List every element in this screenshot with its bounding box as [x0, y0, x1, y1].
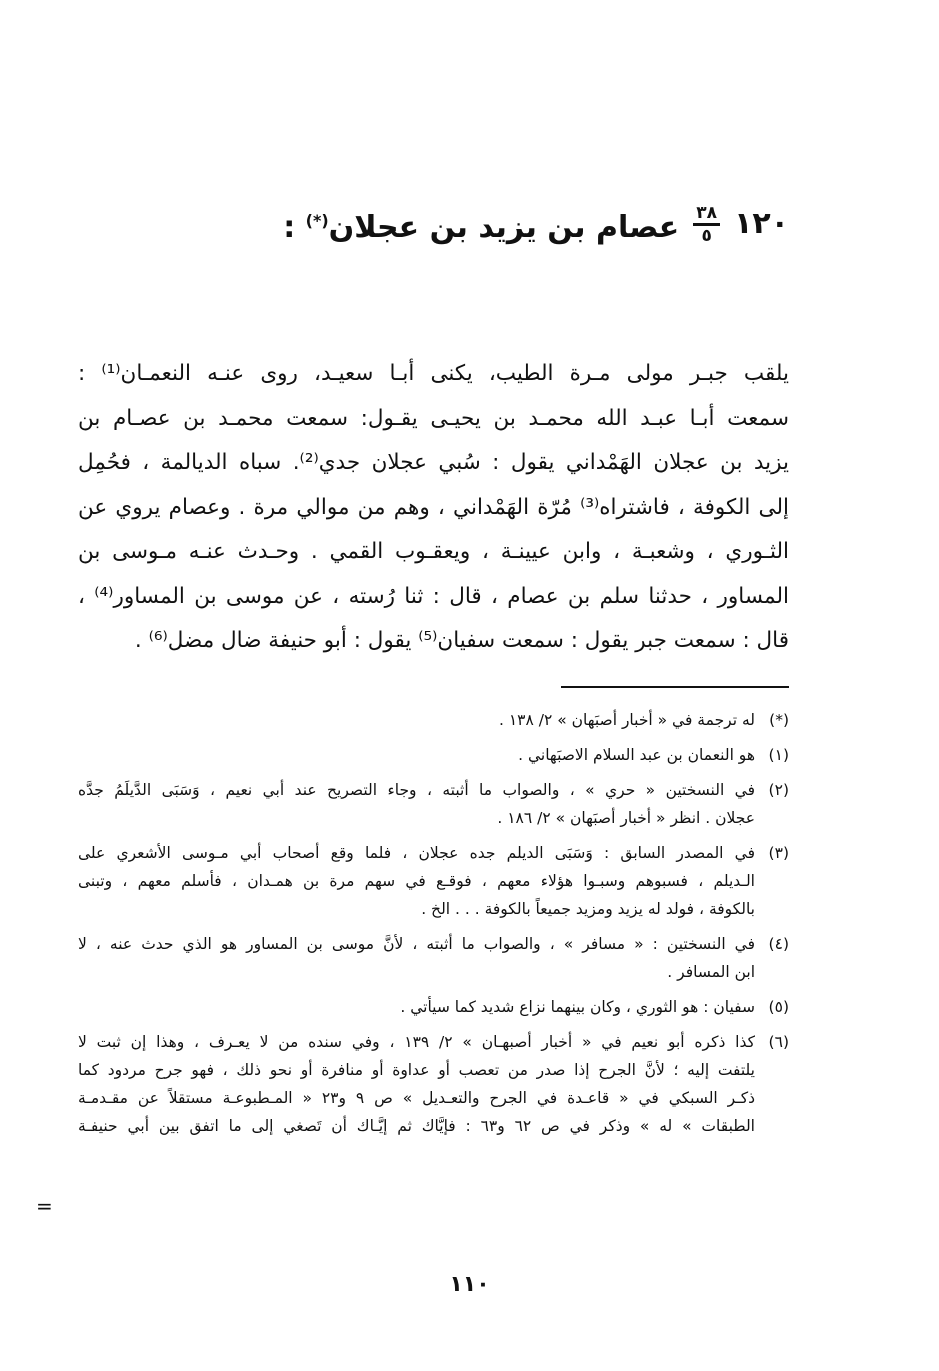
- body-line: يزيد بن عجلان الهَمْداني يقول : سُبي عجلان جدي⁽²⁾. سباه الديالمة ، فحُمِل: [78, 450, 789, 475]
- entry-heading: [120, 196, 789, 252]
- footnote-line: الطبقات » له » وذكر في ص ٦٢ و٦٣ : فإيَّاك ثم إيَّـاك أن تَصغي إلى ما اتفق بين أبي حنيفـة: [78, 1117, 755, 1135]
- footnote-mark: (٥): [768, 998, 789, 1016]
- footnote-line: يلتفت إليه ؛ لأنَّ الجرح إذا صدر من تعصب أو عداوة أو منافرة أو نحو ذلك ، فهو جرح مردود كما: [78, 1061, 755, 1079]
- footnote-line: هو النعمان بن عبد السلام الاصبَهاني .: [518, 746, 755, 764]
- footnote-mark: (٢): [768, 781, 789, 799]
- fraction-denominator: ٥: [701, 225, 712, 246]
- page-number: ١١٠: [449, 1272, 490, 1297]
- footnote-mark: (١): [768, 746, 789, 764]
- entry-title-name: عصام بن يزيد بن عجلان: [328, 209, 680, 245]
- footnote-6: [78, 1028, 789, 1140]
- footnote-line: كذا ذكره أبو نعيم في « أخبار أصبهـان » ٢/ ١٣٩ ، وفي سنده من لا يعـرف ، وهذا إن ثبت لا: [78, 1033, 755, 1051]
- footnote-mark: (٦): [768, 1033, 789, 1051]
- entry-title: [283, 193, 679, 256]
- entry-body: [78, 352, 789, 664]
- footnote-5: [78, 993, 789, 1021]
- body-line: يلقب جبـر مولى مـرة الطيب، يكنى أبـا سعيـد، روى عنـه النعمـان⁽¹⁾ :: [78, 361, 790, 386]
- footnote-line: في النسختين « حري » ، والصواب ما أثبته ، وجاء التصريح عند أبي نعيم ، وَسَبَى الدَّيلَمُ جدَّه: [78, 781, 755, 799]
- body-line: الثـوري ، وشعبـة ، وابن عيينـة ، ويعقـوب القمي . وحـدث عنـه مـوسى بن: [78, 539, 789, 564]
- footnotes: [78, 706, 789, 1147]
- entry-title-suffix: :: [283, 209, 306, 245]
- footnote-line: الـديلم ، فسبوهم وسبـوا هؤلاء معهم ، فوقـع في سهم مرة بن همـدان ، فأسلم معهم ، وتبنى: [78, 872, 755, 890]
- body-line: المساور ، حدثنا سلم بن عصام ، قال : ثنا رُسته ، عن موسى بن المساور⁽⁴⁾ ،: [78, 583, 789, 609]
- footnote-line: ذكـر السبكي في « قاعـدة في الجرح والتعـديل » ص ٩ و٢٣ « المـطبوعـة مستقلاً عن مقـدمـة: [78, 1089, 755, 1107]
- entry-title-mark: (*): [305, 210, 329, 230]
- entry-number: ١٢٠: [734, 206, 789, 241]
- body-line: قال : سمعت جبر يقول : سمعت سفيان⁽⁵⁾ يقول : أبو حنيفة ضال مضل⁽⁶⁾ .: [134, 628, 789, 653]
- footnote-line: عجلان . انظر « أخبار أصبَهان » ٢/ ١٨٦ .: [497, 809, 755, 827]
- footnote-mark: (٤): [768, 935, 789, 953]
- footnote-mark: (٣): [768, 844, 789, 862]
- footnote-line: ابن المسافر .: [667, 963, 755, 981]
- footnote-line: سفيان : هو الثوري ، وكان بينهما نزاع شديد كما سيأتي .: [400, 998, 755, 1016]
- footnote-line: في النسختين : « مسافر » ، والصواب ما أثبته ، لأنَّ موسى بن المساور هو الذي حدث عنه ، لا: [78, 935, 755, 953]
- fraction-numerator: ٣٨: [693, 204, 720, 226]
- footnote-mark: (*): [769, 711, 789, 729]
- footnote-separator: [561, 686, 789, 688]
- continuation-mark: =: [36, 1194, 53, 1218]
- footnote-3: [78, 839, 789, 923]
- volume-page-fraction: [693, 204, 720, 245]
- footnote-line: في المصدر السابق : وَسَبَى الديلم جده عجلان ، فلما وقع أصحاب أبي مـوسى الأشعري على: [78, 844, 755, 862]
- footnote-4: [78, 930, 789, 986]
- footnote-line: بالكوفة ، فولد له يزيد ومزيد جميعاً بالكوفة . . . الخ .: [421, 900, 755, 918]
- body-line: سمعت أبـا عبـد الله محمـد بن يحيـى يقـول: سمعت محمـد بن عصـام بن: [78, 405, 789, 431]
- footnote-star: [78, 706, 789, 734]
- footnote-2: [78, 776, 789, 832]
- body-line: إلى الكوفة ، فاشتراه⁽³⁾ مُرّة الهَمْداني ، وهم من موالي مرة . وعصام يروي عن: [78, 494, 789, 520]
- footnote-line: له ترجمة في « أخبار أصبَهان » ٢/ ١٣٨ .: [498, 711, 755, 729]
- footnote-1: [78, 741, 789, 769]
